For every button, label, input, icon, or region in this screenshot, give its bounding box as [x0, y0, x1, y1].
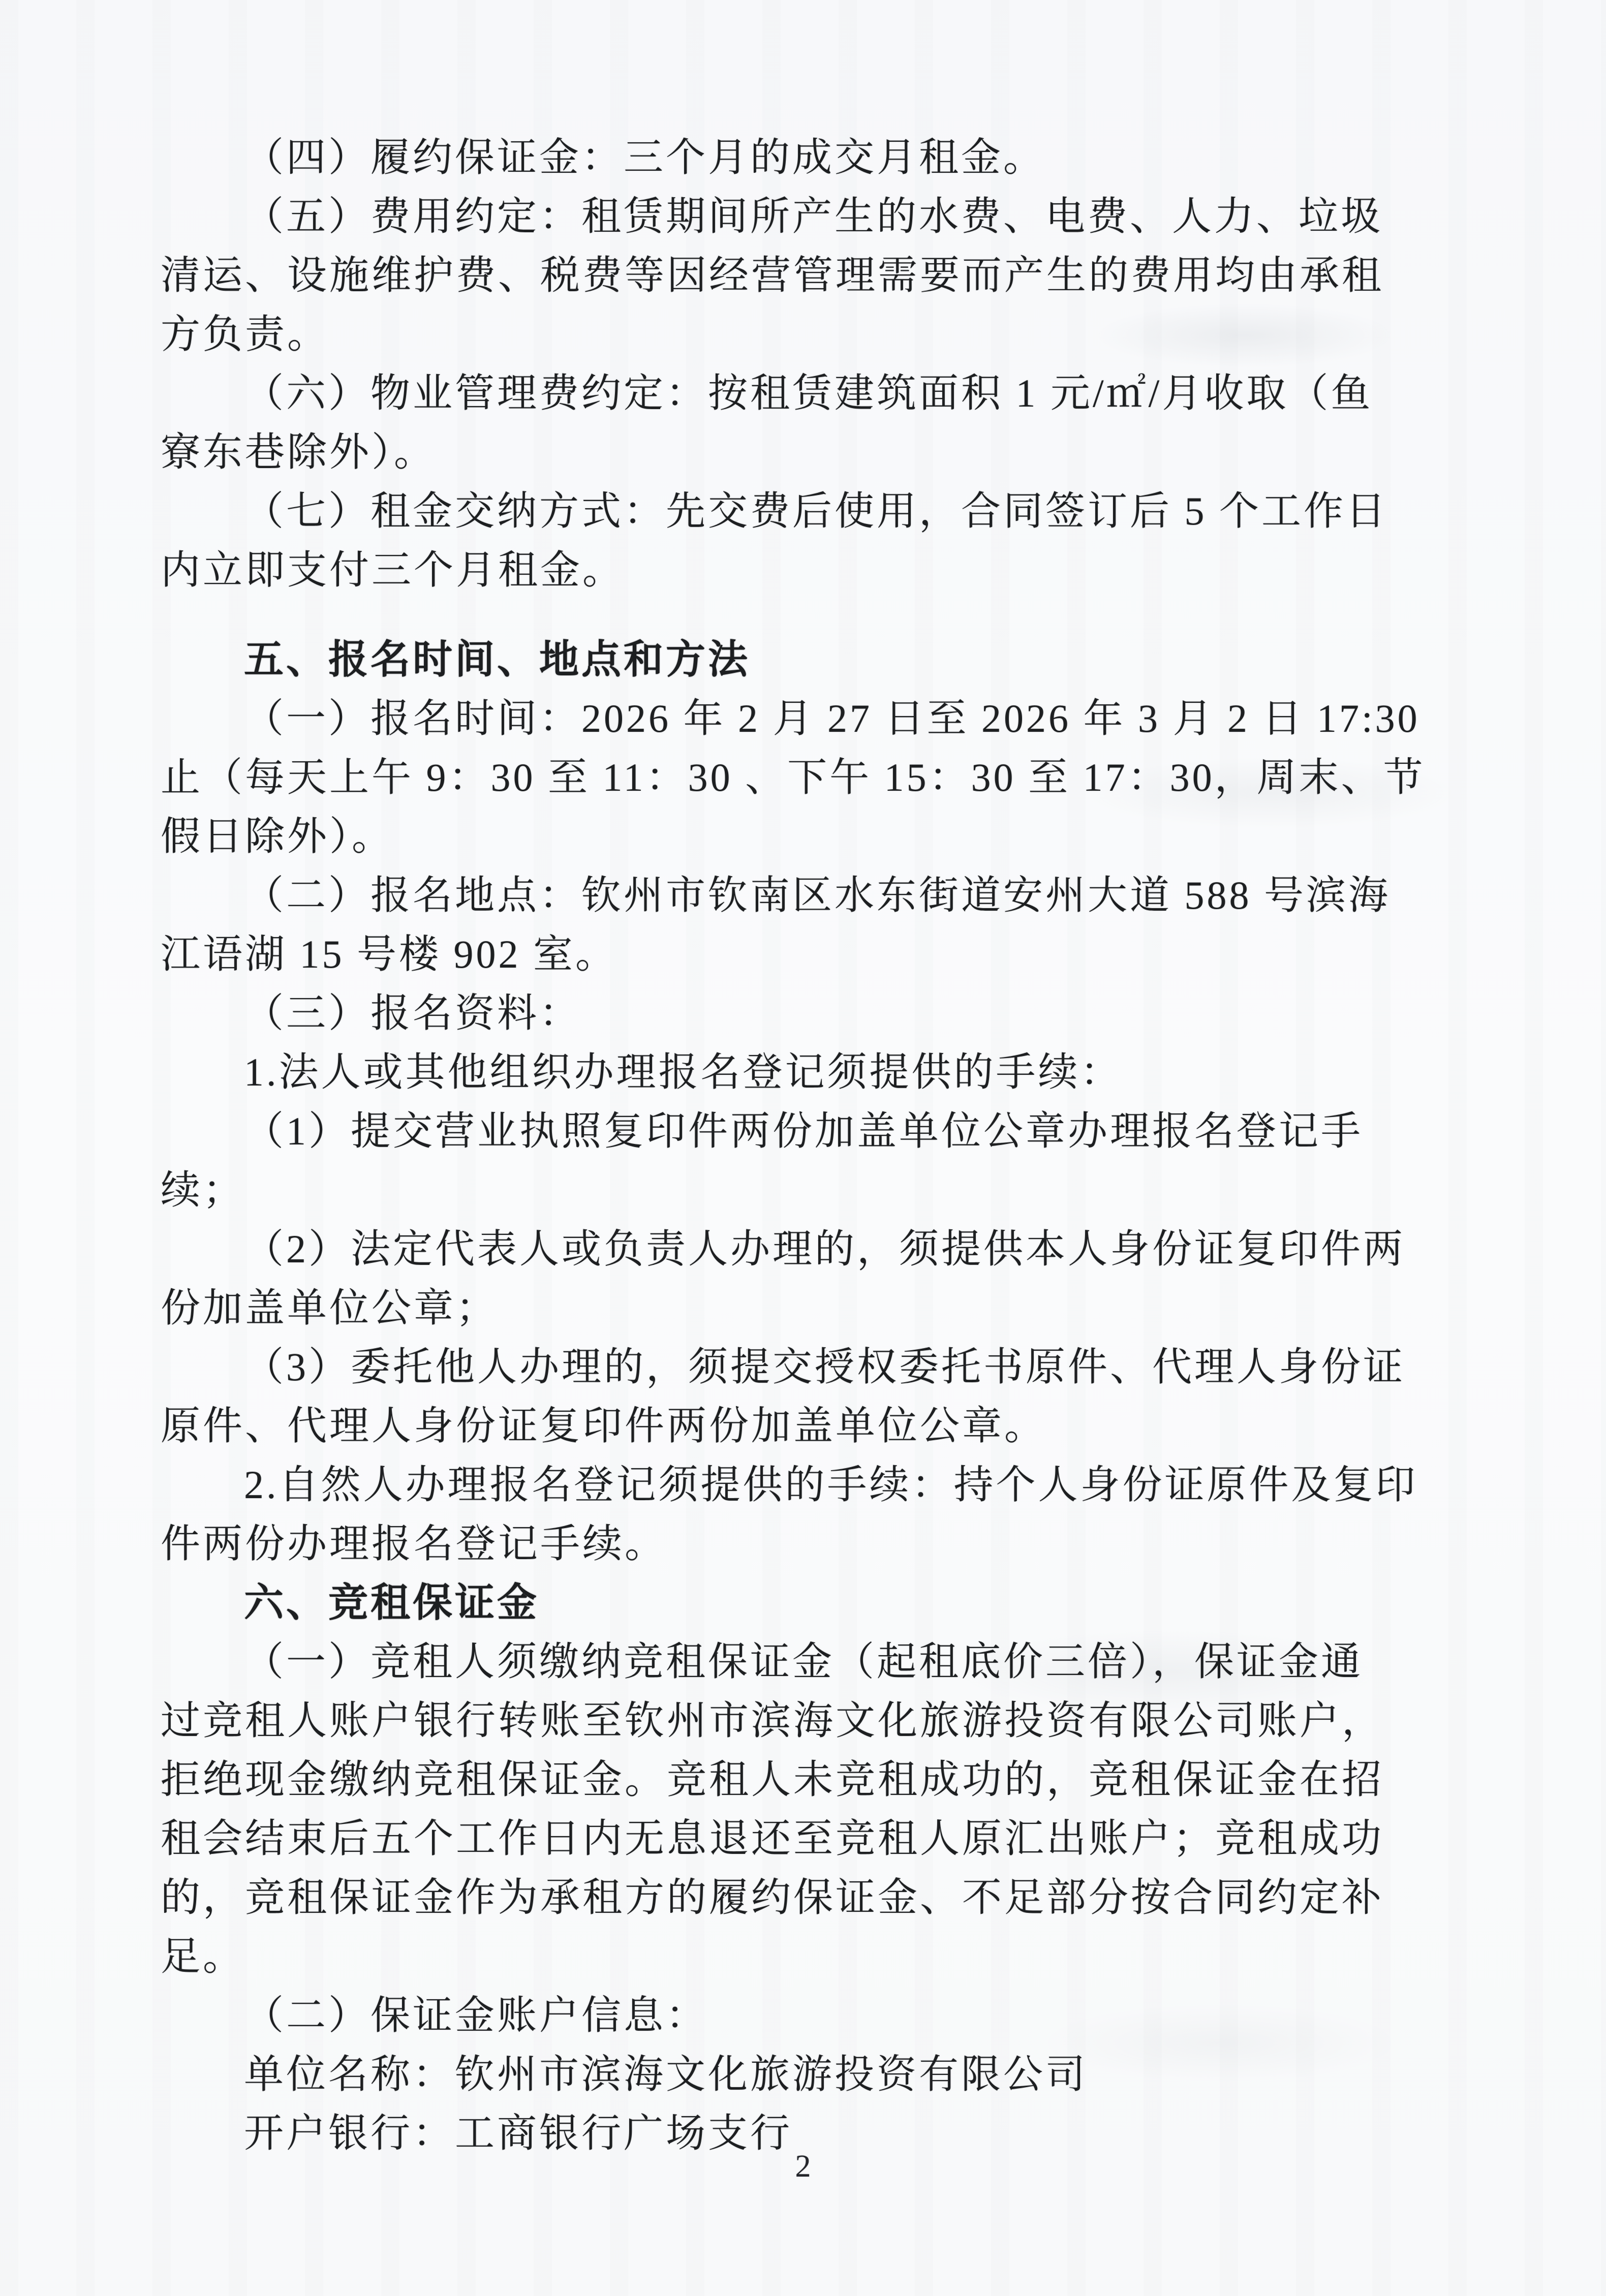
text-line: （六）物业管理费约定：按租赁建筑面积 1 元/㎡/月收取（鱼 [244, 371, 1373, 415]
text-line: （一）报名时间：2026 年 2 月 27 日至 2026 年 3 月 2 日 17:30 [244, 696, 1420, 740]
text-line: 寮东巷除外）。 [161, 430, 437, 474]
text-line: 原件、代理人身份证复印件两份加盖单位公章。 [161, 1404, 1047, 1448]
text-line: 江语湖 15 号楼 902 室。 [161, 932, 618, 976]
text-line: 份加盖单位公章； [161, 1286, 499, 1330]
text-line: （三）报名资料： [244, 991, 582, 1035]
section-heading: 六、竞租保证金 [244, 1580, 540, 1625]
text-line: （一）竞租人须缴纳竞租保证金（起租底价三倍），保证金通 [244, 1639, 1364, 1684]
text-line: 过竞租人账户银行转账至钦州市滨海文化旅游投资有限公司账户， [161, 1698, 1384, 1743]
text-line: （七）租金交纳方式：先交费后使用，合同签订后 5 个工作日 [244, 489, 1388, 533]
text-line: 的，竞租保证金作为承租方的履约保证金、不足部分按合同约定补 [161, 1875, 1384, 1919]
text-line: 单位名称：钦州市滨海文化旅游投资有限公司 [244, 2052, 1088, 2096]
text-line: 假日除外）。 [161, 814, 394, 858]
text-line: （3）委托他人办理的，须提交授权委托书原件、代理人身份证 [244, 1345, 1406, 1389]
text-line: （五）费用约定：租赁期间所产生的水费、电费、人力、垃圾 [244, 194, 1383, 238]
text-line: 清运、设施维护费、税费等因经营管理需要而产生的费用均由承租 [161, 253, 1384, 297]
text-line: 1.法人或其他组织办理报名登记须提供的手续： [244, 1050, 1123, 1094]
text-line: 拒绝现金缴纳竞租保证金。竞租人未竞租成功的，竞租保证金在招 [161, 1757, 1384, 1802]
text-line: 开户银行：工商银行广场支行 [244, 2111, 793, 2155]
document-body [161, 128, 1462, 2163]
text-line: 2.自然人办理报名登记须提供的手续：持个人身份证原件及复印 [244, 1463, 1418, 1507]
text-line: 件两份办理报名登记手续。 [161, 1522, 667, 1566]
text-line: 止（每天上午 9：30 至 11：30 、下午 15：30 至 17：30，周末、节 [161, 755, 1426, 799]
section-heading: 五、报名时间、地点和方法 [244, 637, 751, 681]
text-line: （2）法定代表人或负责人办理的，须提供本人身份证复印件两 [244, 1227, 1406, 1271]
text-line: （四）履约保证金：三个月的成交月租金。 [244, 135, 1046, 179]
text-line: （二）报名地点：钦州市钦南区水东街道安州大道 588 号滨海 [244, 873, 1391, 917]
text-line: 续； [161, 1168, 245, 1212]
page-number: 2 [795, 2149, 811, 2184]
text-line: 足。 [161, 1934, 245, 1978]
text-line: 方负责。 [161, 312, 330, 356]
text-line: 租会结束后五个工作日内无息退还至竞租人原汇出账户；竞租成功 [161, 1816, 1384, 1860]
text-line: （1）提交营业执照复印件两份加盖单位公章办理报名登记手 [244, 1109, 1364, 1153]
text-line: 内立即支付三个月租金。 [161, 548, 625, 592]
text-line: （二）保证金账户信息： [244, 1993, 708, 2037]
